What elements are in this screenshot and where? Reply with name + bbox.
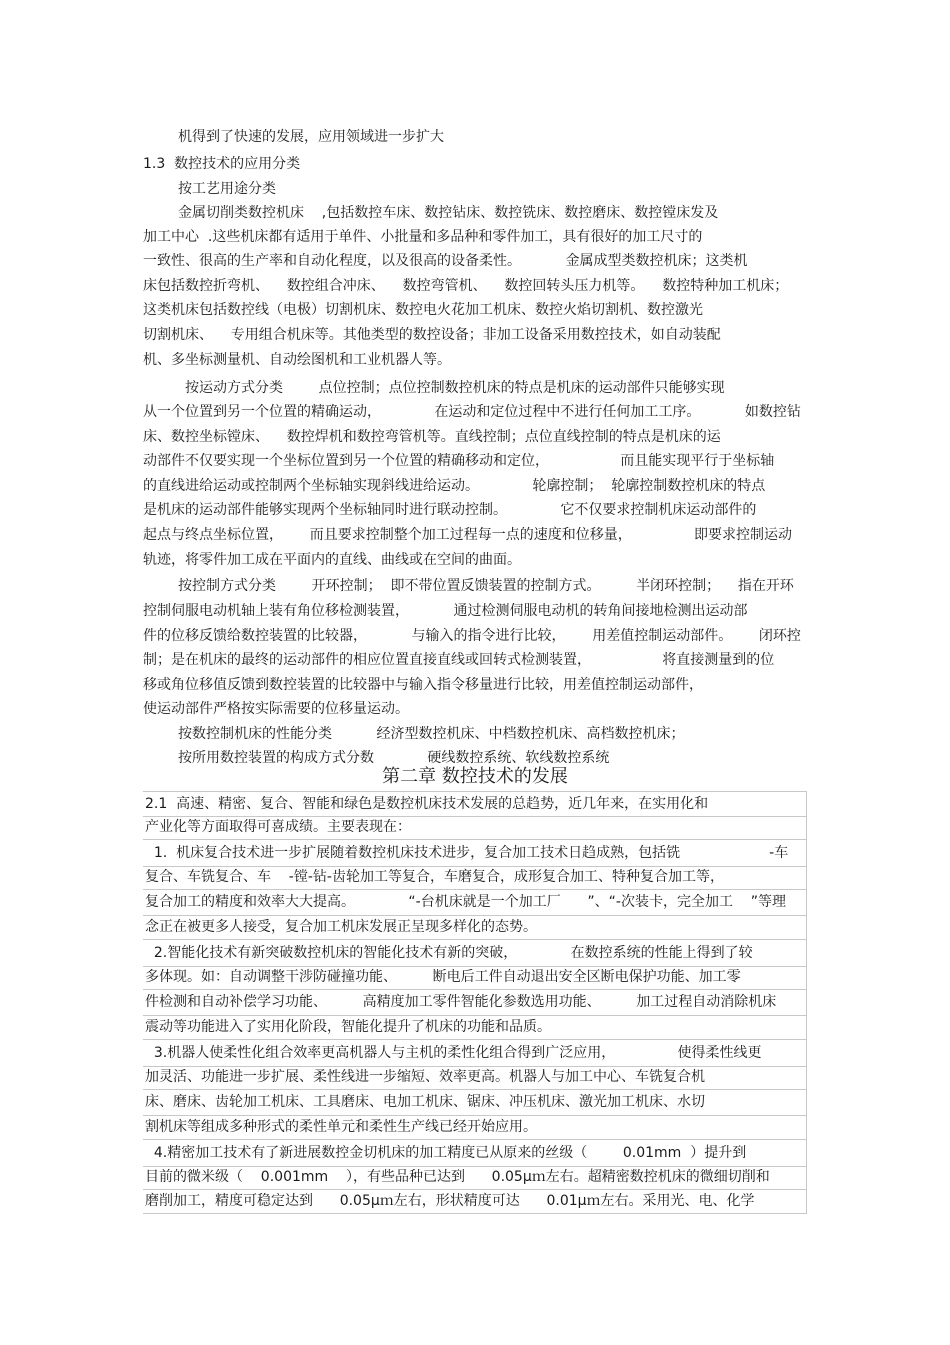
body-line: 金属切削类数控机床 ,包括数控车床、数控钻床、数控铣床、数控磨床、数控镗床发及: [178, 205, 719, 221]
bordered-line: 产业化等方面取得可喜成绩。主要表现在：: [145, 819, 411, 835]
chapter-title: 第二章 数控技术的发展: [382, 766, 568, 787]
body-line: 移或角位移值反馈到数控装置的比较器中与输入指令移量进行比较，用差值控制运动部件，: [143, 677, 703, 693]
bordered-row: [143, 1189, 807, 1214]
bordered-line: 目前的微米级（ 0.001mm ），有些品种已达到 0.05μｍ左右。超精密数控机床的微细切削和: [145, 1169, 770, 1185]
body-line: 按数控制机床的性能分类 经济型数控机床、中档数控机床、高档数控机床；: [178, 726, 685, 742]
bordered-line: 割机床等组成多种形式的柔性单元和柔性生产线已经开始应用。: [145, 1119, 537, 1135]
bordered-line: 件检测和自动补偿学习功能、 高精度加工零件智能化参数选用功能、 加工过程自动消除机床: [145, 994, 777, 1010]
bordered-row: [143, 839, 807, 867]
body-line: 按所用数控装置的构成方式分数 硬线数控系统、软线数控系统: [178, 750, 610, 766]
body-line: 起点与终点坐标位置， 而且要求控制整个加工过程每一点的速度和位移量， 即要求控制运动: [143, 527, 793, 543]
body-line: 这类机床包括数控线（电极）切割机床、数控电火花加工机床、数控火焰切割机、数控激光: [143, 302, 703, 318]
bordered-row: [143, 889, 807, 916]
bordered-line: 4.精密加工技术有了新进展数控金切机床的加工精度已从原来的丝级（ 0.01mm ）提升到: [145, 1145, 747, 1161]
body-line: 从一个位置到另一个位置的精确运动， 在运动和定位过程中不进行任何加工工序。 如数控钻: [143, 404, 801, 420]
bordered-line: 加灵活、功能进一步扩展、柔性线进一步缩短、效率更高。机器人与加工中心、车铣复合机: [145, 1069, 705, 1085]
bordered-row: [143, 791, 807, 817]
body-line: 轨迹，将零件加工成在平面内的直线、曲线或在空间的曲面。: [143, 552, 521, 568]
body-line: 机得到了快速的发展，应用领域进一步扩大: [178, 129, 444, 145]
bordered-line: 磨削加工，精度可稳定达到 0.05μｍ左右，形状精度可达 0.01μｍ左右。采用光、电、化学: [145, 1193, 755, 1209]
bordered-line: 念正在被更多人接受，复合加工机床发展正呈现多样化的态势。: [145, 919, 537, 935]
bordered-row: [143, 989, 807, 1016]
body-line: 1.3 数控技术的应用分类: [143, 156, 301, 172]
body-line: 床包括数控折弯机、 数控组合冲床、 数控弯管机、 数控回转头压力机等。 数控特种加工机床；: [143, 278, 789, 294]
bordered-row: [143, 1139, 807, 1167]
bordered-line: 震动等功能进入了实用化阶段，智能化提升了机床的功能和品质。: [145, 1019, 551, 1035]
body-line: 动部件不仅要实现一个坐标位置到另一个位置的精确移动和定位， 而且能实现平行于坐标轴: [143, 453, 775, 469]
bordered-row: [143, 1089, 807, 1116]
bordered-line: 多体现。如：自动调整干涉防碰撞功能、 断电后工件自动退出安全区断电保护功能、加工零: [145, 969, 741, 985]
body-line: 控制伺服电动机轴上装有角位移检测装置， 通过检测伺服电动机的转角间接地检测出运动部: [143, 603, 748, 619]
bordered-line: 3.机器人使柔性化组合效率更高机器人与主机的柔性化组合得到广泛应用， 使得柔性线更: [145, 1045, 762, 1061]
bordered-line: 2.智能化技术有新突破数控机床的智能化技术有新的突破， 在数控系统的性能上得到了较: [145, 945, 753, 961]
body-line: 一致性、很高的生产率和自动化程度，以及很高的设备柔性。 金属成型类数控机床；这类机: [143, 253, 748, 269]
bordered-row: [143, 915, 807, 940]
bordered-line: 1. 机床复合技术进一步扩展随着数控机床技术进步，复合加工技术日趋成熟，包括铣 -车: [145, 845, 789, 861]
bordered-row: [143, 865, 807, 890]
body-line: 按工艺用途分类: [178, 181, 276, 197]
bordered-line: 2.1 高速、精密、复合、智能和绿色是数控机床技术发展的总趋势，近几年来，在实用化和: [145, 796, 709, 812]
bordered-line: 复合加工的精度和效率大大提高。 “-台机床就是一个加工厂 ”、“-次装卡，完全加工 ”等理: [145, 894, 787, 910]
bordered-row: [143, 1015, 807, 1040]
body-line: 按控制方式分类 开环控制； 即不带位置反馈装置的控制方式。 半闭环控制； 指在开环: [178, 578, 794, 594]
body-line: 加工中心 .这些机床都有适用于单件、小批量和多品种和零件加工，具有很好的加工尺寸的: [143, 229, 703, 245]
bordered-row: [143, 965, 807, 990]
bordered-row: [143, 815, 807, 840]
body-line: 制；是在机床的最终的运动部件的相应位置直接直线或回转式检测装置， 将直接测量到的位: [143, 652, 775, 668]
body-line: 切割机床、 专用组合机床等。其他类型的数控设备；非加工设备采用数控技术，如自动装配: [143, 327, 721, 343]
body-line: 使运动部件严格按实际需要的位移量运动。: [143, 701, 409, 717]
body-line: 件的位移反馈给数控装置的比较器， 与输入的指令进行比较， 用差值控制运动部件。 闭环控: [143, 628, 801, 644]
bordered-row: [143, 1165, 807, 1190]
body-line: 是机床的运动部件能够实现两个坐标轴同时进行联动控制。 它不仅要求控制机床运动部件的: [143, 502, 757, 518]
bordered-row: [143, 939, 807, 967]
body-line: 的直线进给运动或控制两个坐标轴实现斜线进给运动。 轮廓控制； 轮廓控制数控机床的特点: [143, 478, 766, 494]
bordered-row: [143, 1065, 807, 1090]
bordered-line: 床、磨床、齿轮加工机床、工具磨床、电加工机床、锯床、冲压机床、激光加工机床、水切: [145, 1094, 705, 1110]
body-line: 机、多坐标测量机、自动绘图机和工业机器人等。: [143, 352, 451, 368]
bordered-row: [143, 1115, 807, 1140]
bordered-row: [143, 1039, 807, 1067]
body-line: 按运动方式分类 点位控制；点位控制数控机床的特点是机床的运动部件只能够实现: [185, 380, 725, 396]
bordered-line: 复合、车铣复合、车 -镗-钻-齿轮加工等复合，车磨复合，成形复合加工、特种复合加工等，: [145, 869, 724, 885]
body-line: 床、数控坐标镗床、 数控焊机和数控弯管机等。直线控制；点位直线控制的特点是机床的运: [143, 429, 721, 445]
